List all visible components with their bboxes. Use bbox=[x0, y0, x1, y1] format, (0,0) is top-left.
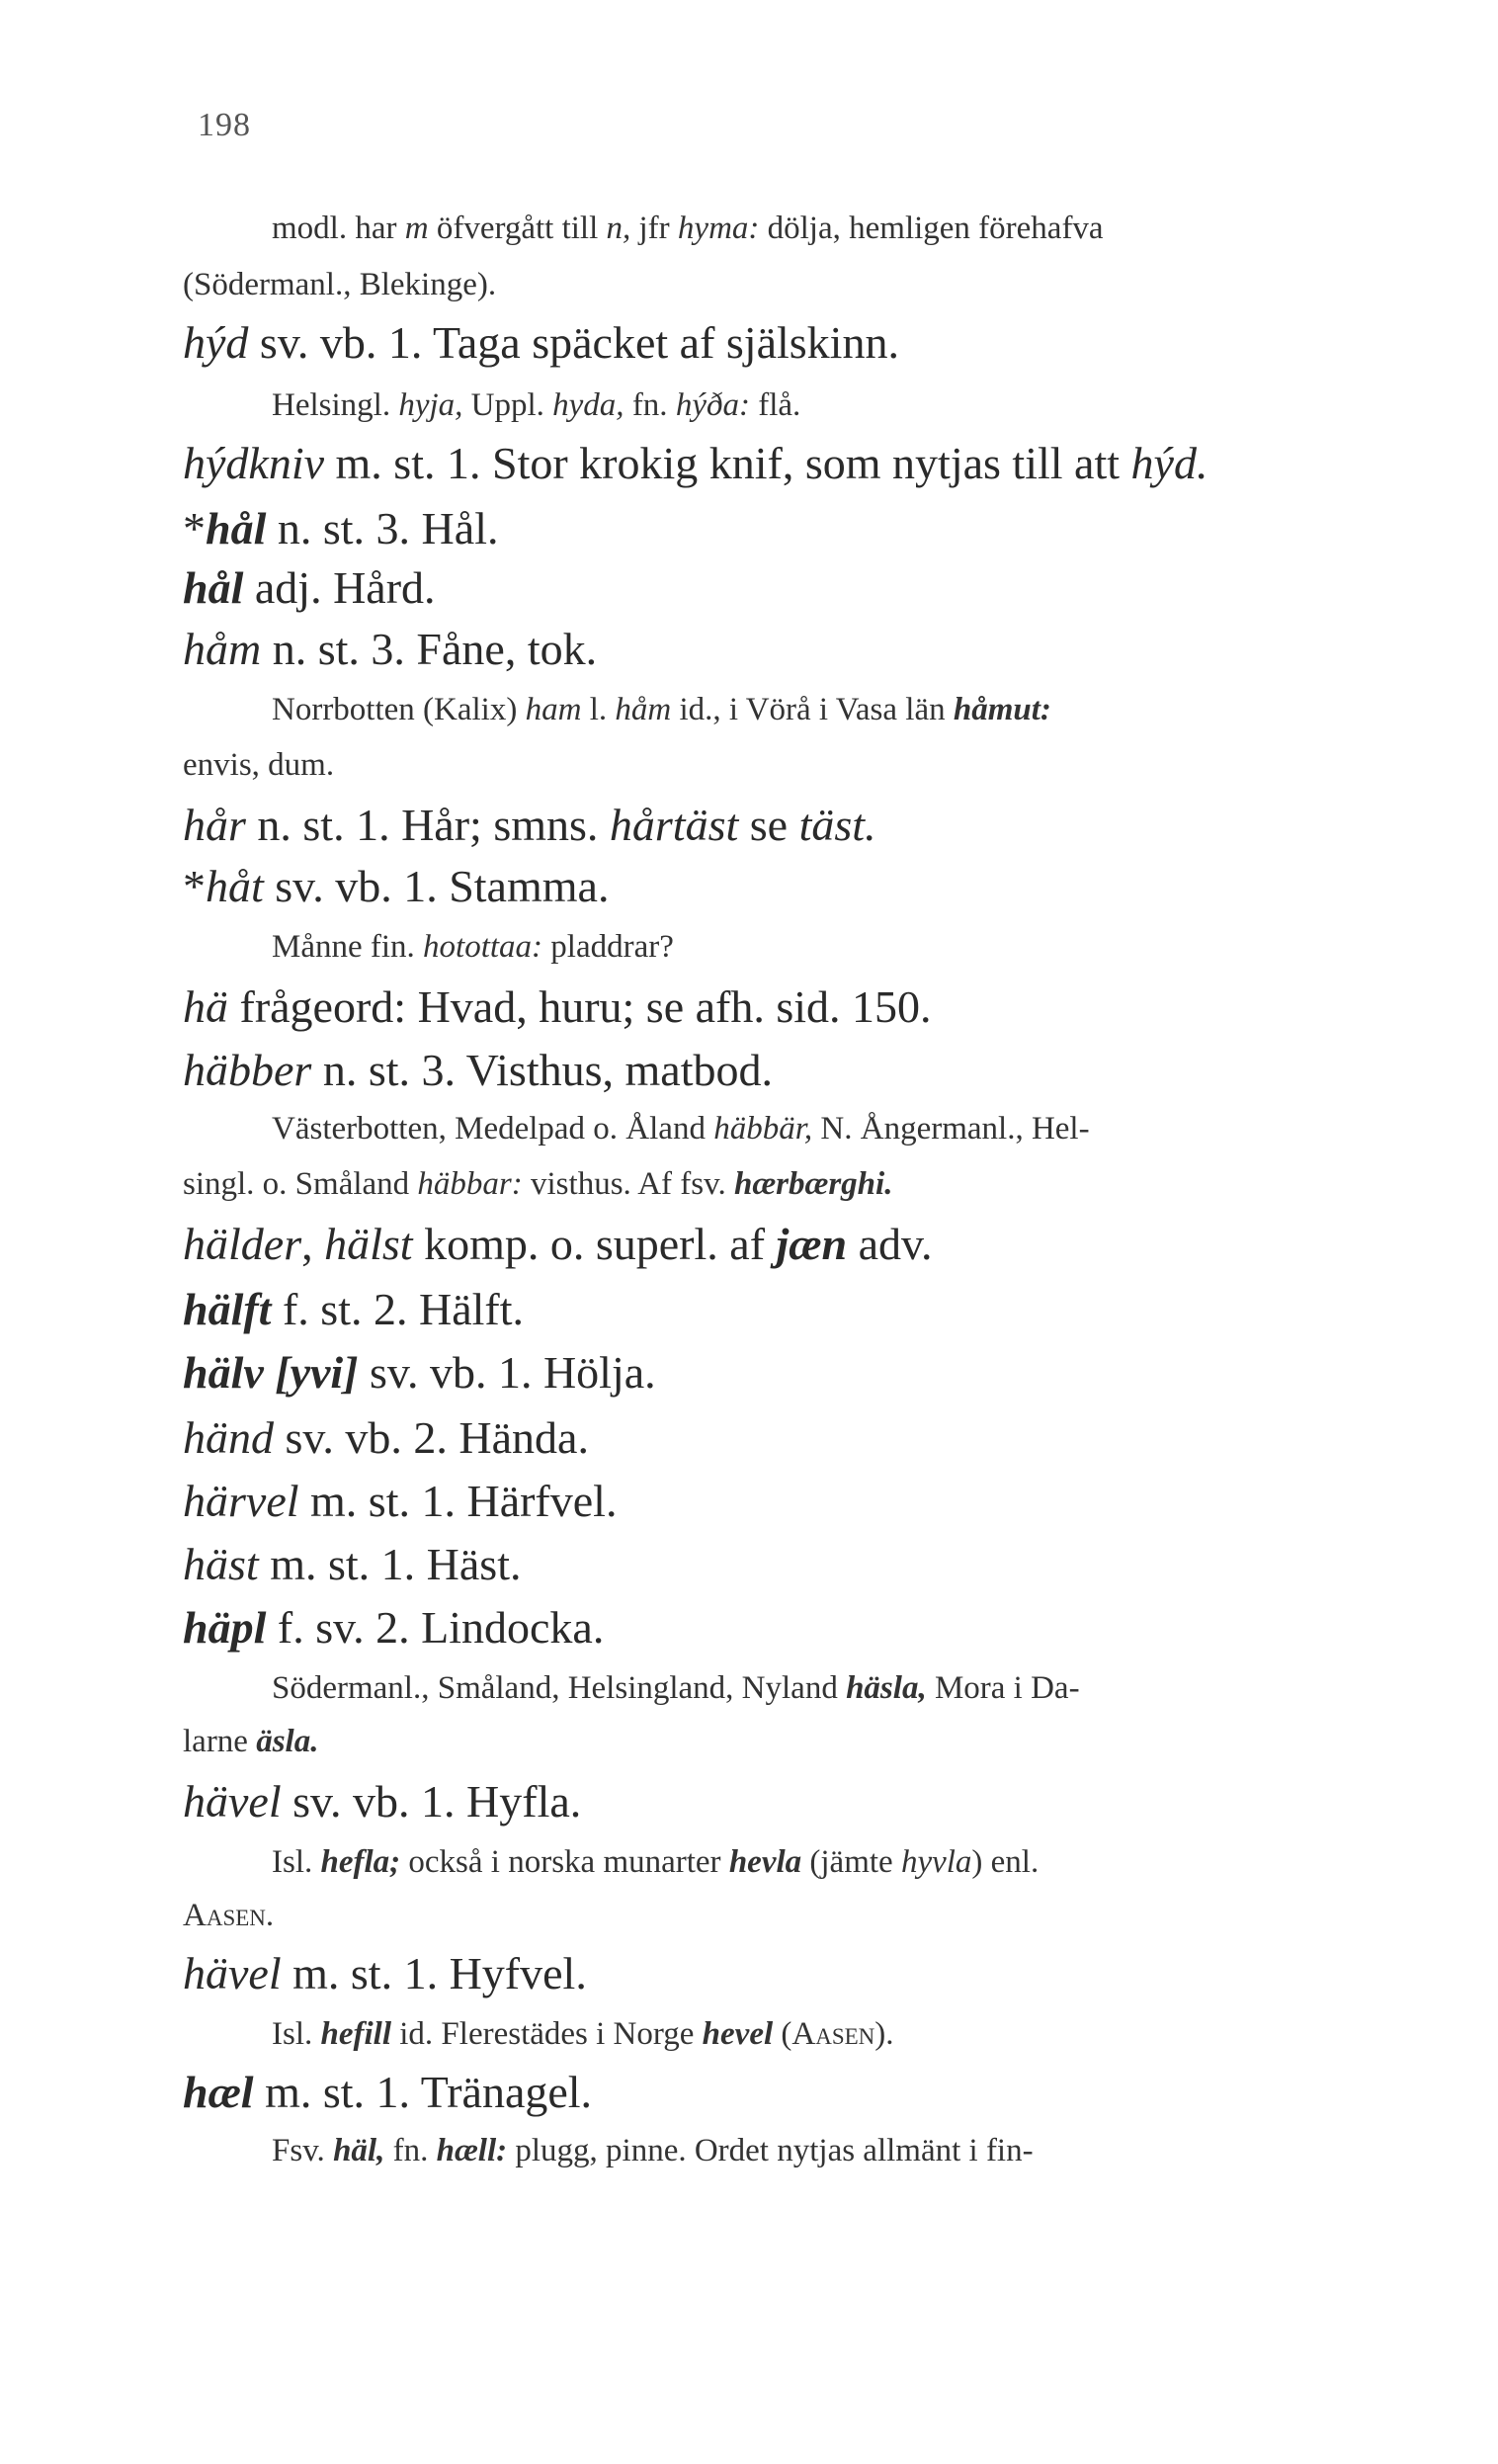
dictionary-entry bbox=[183, 980, 932, 1033]
entry-text: ( bbox=[773, 2016, 792, 2052]
entry-text: också i norska munarter bbox=[400, 1844, 729, 1880]
entry-text: Månne fin. bbox=[272, 929, 424, 965]
headword-text: n, bbox=[606, 211, 631, 246]
dictionary-entry bbox=[183, 1283, 524, 1335]
dictionary-entry bbox=[183, 1346, 656, 1399]
headword-text: häl, bbox=[333, 2133, 385, 2168]
entry-text: Aasen bbox=[791, 2016, 875, 2052]
dictionary-entry bbox=[183, 1218, 933, 1270]
headword-text: hýða: bbox=[675, 387, 750, 423]
entry-note-line bbox=[272, 1111, 1090, 1147]
entry-text: * bbox=[183, 861, 206, 911]
headword-text: hýd. bbox=[1130, 438, 1208, 488]
headword-text: häbbar: bbox=[417, 1166, 523, 1202]
dictionary-entry bbox=[183, 502, 498, 554]
headword-text: häst bbox=[183, 1539, 259, 1589]
entry-note-line bbox=[183, 267, 496, 303]
headword-text: håm bbox=[615, 692, 672, 727]
headword-text: hyja, bbox=[398, 387, 463, 423]
dictionary-entry bbox=[183, 1044, 773, 1096]
entry-text: Västerbotten, Medelpad o. Åland bbox=[272, 1111, 714, 1147]
headword-text: hevel bbox=[702, 2016, 774, 2052]
entry-text: n. st. 1. Hår; smns. bbox=[245, 800, 610, 850]
dictionary-entry bbox=[183, 860, 609, 912]
headword-text: håm bbox=[183, 624, 262, 674]
dictionary-entry bbox=[183, 1411, 589, 1464]
entry-text: Norrbotten (Kalix) bbox=[272, 692, 526, 727]
headword-text: härvel bbox=[183, 1476, 299, 1526]
entry-text: Södermanl., Småland, Helsingland, Nyland bbox=[272, 1670, 847, 1706]
headword-text: hærbærghi. bbox=[733, 1166, 893, 1202]
headword-text: hæll: bbox=[436, 2133, 508, 2168]
headword-text: hotottaa: bbox=[423, 929, 543, 965]
entry-text: id., i Vörå i Vasa län bbox=[671, 692, 954, 727]
headword-text: häsla, bbox=[846, 1670, 927, 1706]
entry-text: pladdrar? bbox=[542, 929, 674, 965]
entry-text: sv. vb. 2. Hända. bbox=[274, 1412, 589, 1463]
dictionary-entry bbox=[183, 316, 899, 369]
dictionary-entry bbox=[183, 1947, 587, 1999]
headword-text: hyda, bbox=[552, 387, 624, 423]
entry-text: komp. o. superl. af bbox=[412, 1219, 777, 1269]
entry-text: ). bbox=[874, 2016, 894, 2052]
entry-text: l. bbox=[581, 692, 616, 727]
headword-text: m bbox=[404, 211, 429, 246]
entry-text: Isl. bbox=[272, 2016, 321, 2052]
entry-text: ) enl. bbox=[971, 1844, 1040, 1880]
headword-text: hä bbox=[183, 981, 228, 1032]
headword-text: håmut: bbox=[953, 692, 1051, 727]
entry-text: * bbox=[183, 503, 206, 553]
headword-text: hýdkniv bbox=[183, 438, 325, 488]
entry-text: modl. har bbox=[272, 211, 405, 246]
entry-note-line bbox=[272, 929, 674, 966]
headword-text: hefill bbox=[320, 2016, 391, 2052]
entry-text: m. st. 1. Härfvel. bbox=[298, 1476, 618, 1526]
entry-text: Uppl. bbox=[462, 387, 553, 423]
entry-text: envis, dum. bbox=[183, 747, 335, 783]
headword-text: hevla bbox=[728, 1844, 802, 1880]
headword-text: hävel bbox=[183, 1948, 282, 1998]
entry-text: id. Flerestädes i Norge bbox=[391, 2016, 703, 2052]
entry-text: (jämte bbox=[801, 1844, 901, 1880]
entry-text: m. st. 1. Häst. bbox=[258, 1539, 522, 1589]
dictionary-entry bbox=[183, 1538, 521, 1590]
entry-text: adj. Hård. bbox=[243, 562, 436, 613]
entry-text: N. Ångermanl., Hel- bbox=[812, 1111, 1090, 1147]
headword-text: jæn bbox=[776, 1219, 848, 1269]
entry-note-line bbox=[183, 1166, 892, 1203]
entry-text: plugg, pinne. Ordet nytjas allmänt i fin- bbox=[507, 2133, 1034, 2168]
entry-text: Mora i Da- bbox=[926, 1670, 1080, 1706]
entry-note-line bbox=[272, 1844, 1039, 1881]
dictionary-entry bbox=[183, 2066, 592, 2118]
entry-text: , bbox=[301, 1219, 325, 1269]
entry-text: Helsingl. bbox=[272, 387, 399, 423]
entry-note-line bbox=[272, 2133, 1034, 2169]
entry-text: m. st. 1. Stor krokig knif, som nytjas till att bbox=[324, 438, 1131, 488]
entry-text: larne bbox=[183, 1724, 257, 1759]
headword-text: täst. bbox=[798, 800, 876, 850]
entry-note-line bbox=[272, 387, 800, 424]
entry-text: n. st. 3. Visthus, matbod. bbox=[311, 1045, 773, 1095]
headword-text: häpl bbox=[183, 1602, 267, 1653]
entry-text: dölja, hemligen förehafva bbox=[759, 211, 1104, 246]
entry-text: adv. bbox=[847, 1219, 933, 1269]
entry-text: flå. bbox=[749, 387, 801, 423]
entry-note-line bbox=[272, 1670, 1080, 1707]
entry-text: sv. vb. 1. Stamma. bbox=[263, 861, 610, 911]
headword-text: hål bbox=[183, 562, 244, 613]
entry-note-line bbox=[183, 1898, 274, 1934]
entry-text: öfvergått till bbox=[428, 211, 607, 246]
dictionary-entry bbox=[183, 561, 436, 614]
headword-text: hål bbox=[206, 503, 267, 553]
entry-text: frågeord: Hvad, huru; se afh. sid. 150. bbox=[228, 981, 932, 1032]
entry-note-line bbox=[272, 692, 1051, 728]
entry-text: n. st. 3. Fåne, tok. bbox=[261, 624, 598, 674]
headword-text: hæl bbox=[183, 2067, 254, 2117]
headword-text: hýd bbox=[183, 317, 249, 368]
dictionary-entry bbox=[183, 1475, 617, 1527]
entry-text: fn. bbox=[384, 2133, 437, 2168]
dictionary-entry bbox=[183, 799, 876, 851]
dictionary-entry bbox=[183, 1775, 581, 1827]
entry-text: fn. bbox=[624, 387, 676, 423]
entry-text: Isl. bbox=[272, 1844, 321, 1880]
entry-text: m. st. 1. Hyfvel. bbox=[281, 1948, 587, 1998]
entry-note-line bbox=[272, 211, 1104, 247]
entry-text: f. st. 2. Hälft. bbox=[271, 1284, 524, 1334]
headword-text: häbbär, bbox=[713, 1111, 813, 1147]
entry-text: sv. vb. 1. Hölja. bbox=[358, 1347, 656, 1398]
dictionary-entry bbox=[183, 1601, 604, 1654]
entry-text: sv. vb. 1. Hyfla. bbox=[281, 1776, 582, 1827]
headword-text: händ bbox=[183, 1412, 274, 1463]
headword-text: hefla; bbox=[320, 1844, 401, 1880]
entry-note-line bbox=[272, 2016, 894, 2053]
headword-text: hälst bbox=[324, 1219, 413, 1269]
dictionary-entry bbox=[183, 623, 597, 675]
headword-text: äsla. bbox=[256, 1724, 319, 1759]
headword-text: hälft bbox=[183, 1284, 272, 1334]
entry-text: Aasen. bbox=[183, 1898, 275, 1933]
entry-text: f. sv. 2. Lindocka. bbox=[266, 1602, 605, 1653]
entry-text: (Södermanl., Blekinge). bbox=[183, 267, 497, 302]
entry-note-line bbox=[183, 747, 334, 784]
entry-note-line bbox=[183, 1724, 318, 1760]
entry-text: se bbox=[738, 800, 799, 850]
entry-text: m. st. 1. Tränagel. bbox=[253, 2067, 593, 2117]
headword-text: ham bbox=[525, 692, 582, 727]
headword-text: hårtäst bbox=[609, 800, 739, 850]
page-number: 198 bbox=[198, 107, 251, 143]
entry-text: singl. o. Småland bbox=[183, 1166, 418, 1202]
entry-text: n. st. 3. Hål. bbox=[266, 503, 499, 553]
headword-text: håt bbox=[206, 861, 264, 911]
entry-text: sv. vb. 1. Taga späcket af själskinn. bbox=[248, 317, 899, 368]
headword-text: hår bbox=[183, 800, 246, 850]
headword-text: hälv [yvi] bbox=[183, 1347, 359, 1398]
dictionary-entry bbox=[183, 437, 1207, 489]
entry-text: visthus. Af fsv. bbox=[522, 1166, 734, 1202]
headword-text: hyvla bbox=[900, 1844, 972, 1880]
entry-text: jfr bbox=[630, 211, 678, 246]
headword-text: hälder bbox=[183, 1219, 302, 1269]
headword-text: hävel bbox=[183, 1776, 282, 1827]
entry-text: Fsv. bbox=[272, 2133, 334, 2168]
headword-text: hyma: bbox=[677, 211, 760, 246]
headword-text: häbber bbox=[183, 1045, 312, 1095]
